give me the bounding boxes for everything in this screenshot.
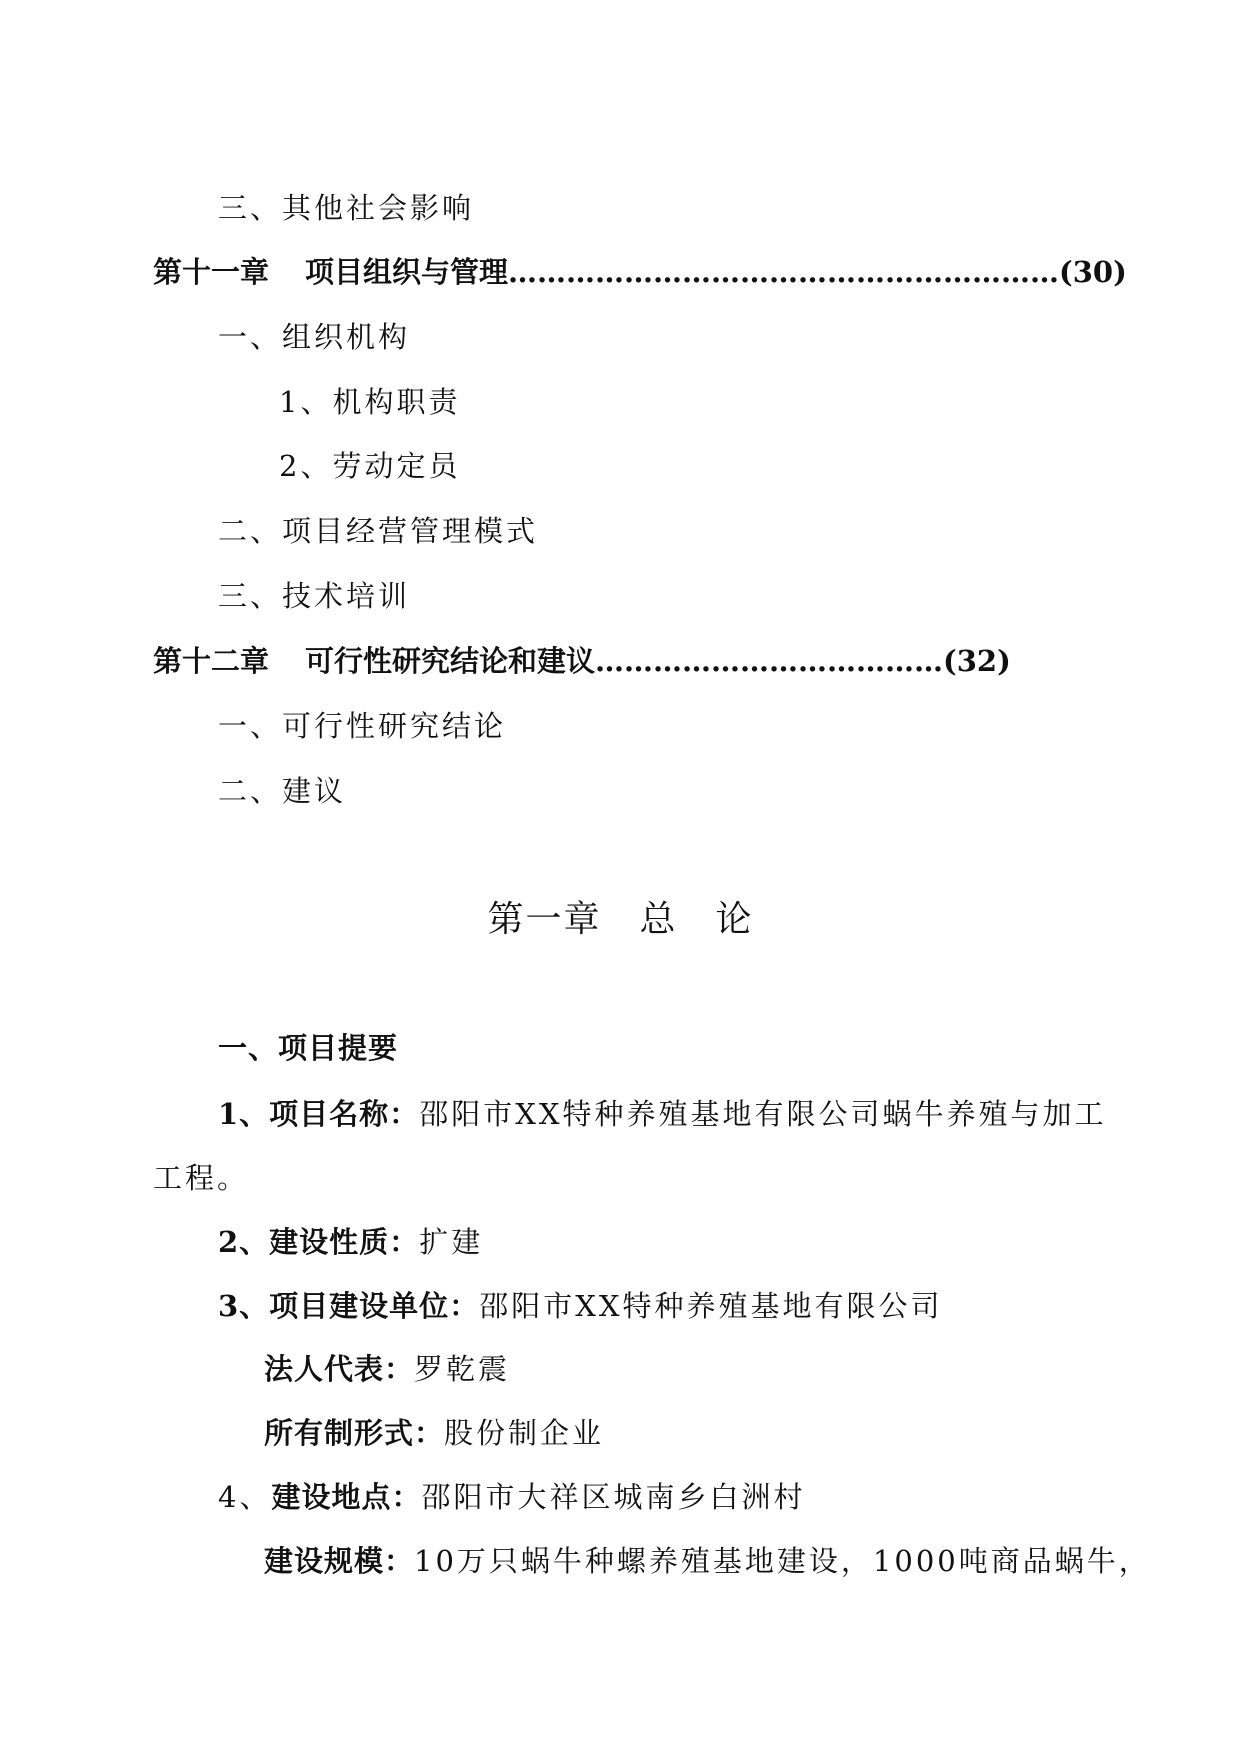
item-3-unit	[218, 1286, 942, 1326]
toc-item-training: 三、技术培训	[218, 579, 411, 613]
item-3-label: 3、项目建设单位：	[218, 1289, 480, 1323]
legal-rep	[264, 1349, 510, 1389]
toc-chapter-11-leader: …………………………………………………	[508, 255, 1060, 289]
ownership-value: 股份制企业	[444, 1416, 605, 1450]
toc-chapter-11-page: (30)	[1059, 255, 1127, 289]
item-2-value: 扩建	[419, 1225, 484, 1259]
ownership-label: 所有制形式：	[264, 1416, 445, 1450]
toc-chapter-11-title: 项目组织与管理	[305, 255, 509, 289]
chapter-1-title-char1: 总	[639, 899, 678, 940]
chapter-1-title-number: 第一章	[487, 899, 602, 940]
toc-item-org-duty: 1、机构职责	[279, 385, 461, 419]
item-2-label: 2、建设性质：	[218, 1225, 420, 1259]
toc-chapter-12-label: 第十二章	[153, 644, 270, 678]
toc-chapter-12-page: (32)	[943, 644, 1011, 678]
toc-item-suggestion: 二、建议	[218, 774, 347, 808]
toc-item-social-other: 三、其他社会影响	[218, 191, 475, 225]
scale-label: 建设规模：	[264, 1544, 415, 1578]
chapter-1-title-char2: 论	[715, 899, 754, 940]
toc-item-org-staff: 2、劳动定员	[279, 449, 461, 483]
toc-chapter-12-title: 可行性研究结论和建议	[305, 644, 596, 678]
toc-item-conclusion: 一、可行性研究结论	[218, 709, 507, 743]
legal-rep-value: 罗乾震	[414, 1352, 511, 1386]
ownership	[264, 1413, 604, 1453]
item-1-value: 邵阳市XX特种养殖基地有限公司蜗牛养殖与加工	[419, 1097, 1107, 1131]
toc-item-org: 一、组织机构	[218, 320, 411, 354]
item-4-label: 建设地点：	[271, 1480, 422, 1514]
item-3-value: 邵阳市XX特种养殖基地有限公司	[479, 1289, 943, 1323]
toc-chapter-11	[153, 252, 1127, 292]
chapter-1-title	[0, 897, 1241, 943]
legal-rep-label: 法人代表：	[264, 1352, 415, 1386]
scale	[264, 1541, 1151, 1581]
item-4-value: 邵阳市大祥区城南乡白洲村	[421, 1480, 806, 1514]
item-1-label: 1、项目名称：	[218, 1097, 420, 1131]
item-1-project-name	[218, 1094, 1106, 1134]
item-4-prefix: 4、	[218, 1480, 272, 1514]
section-1-heading: 一、项目提要	[218, 1031, 399, 1065]
item-2-nature	[218, 1222, 483, 1262]
scale-value: 10万只蜗牛种螺养殖基地建设，1000吨商品蜗牛，	[414, 1544, 1151, 1578]
toc-chapter-11-label: 第十一章	[153, 255, 270, 289]
toc-item-mode: 二、项目经营管理模式	[218, 514, 539, 548]
toc-chapter-12	[153, 641, 1011, 681]
item-4-location	[218, 1477, 805, 1517]
toc-chapter-12-leader: ………………………………	[595, 644, 944, 678]
item-1-value-continued: 工程。	[153, 1161, 250, 1195]
